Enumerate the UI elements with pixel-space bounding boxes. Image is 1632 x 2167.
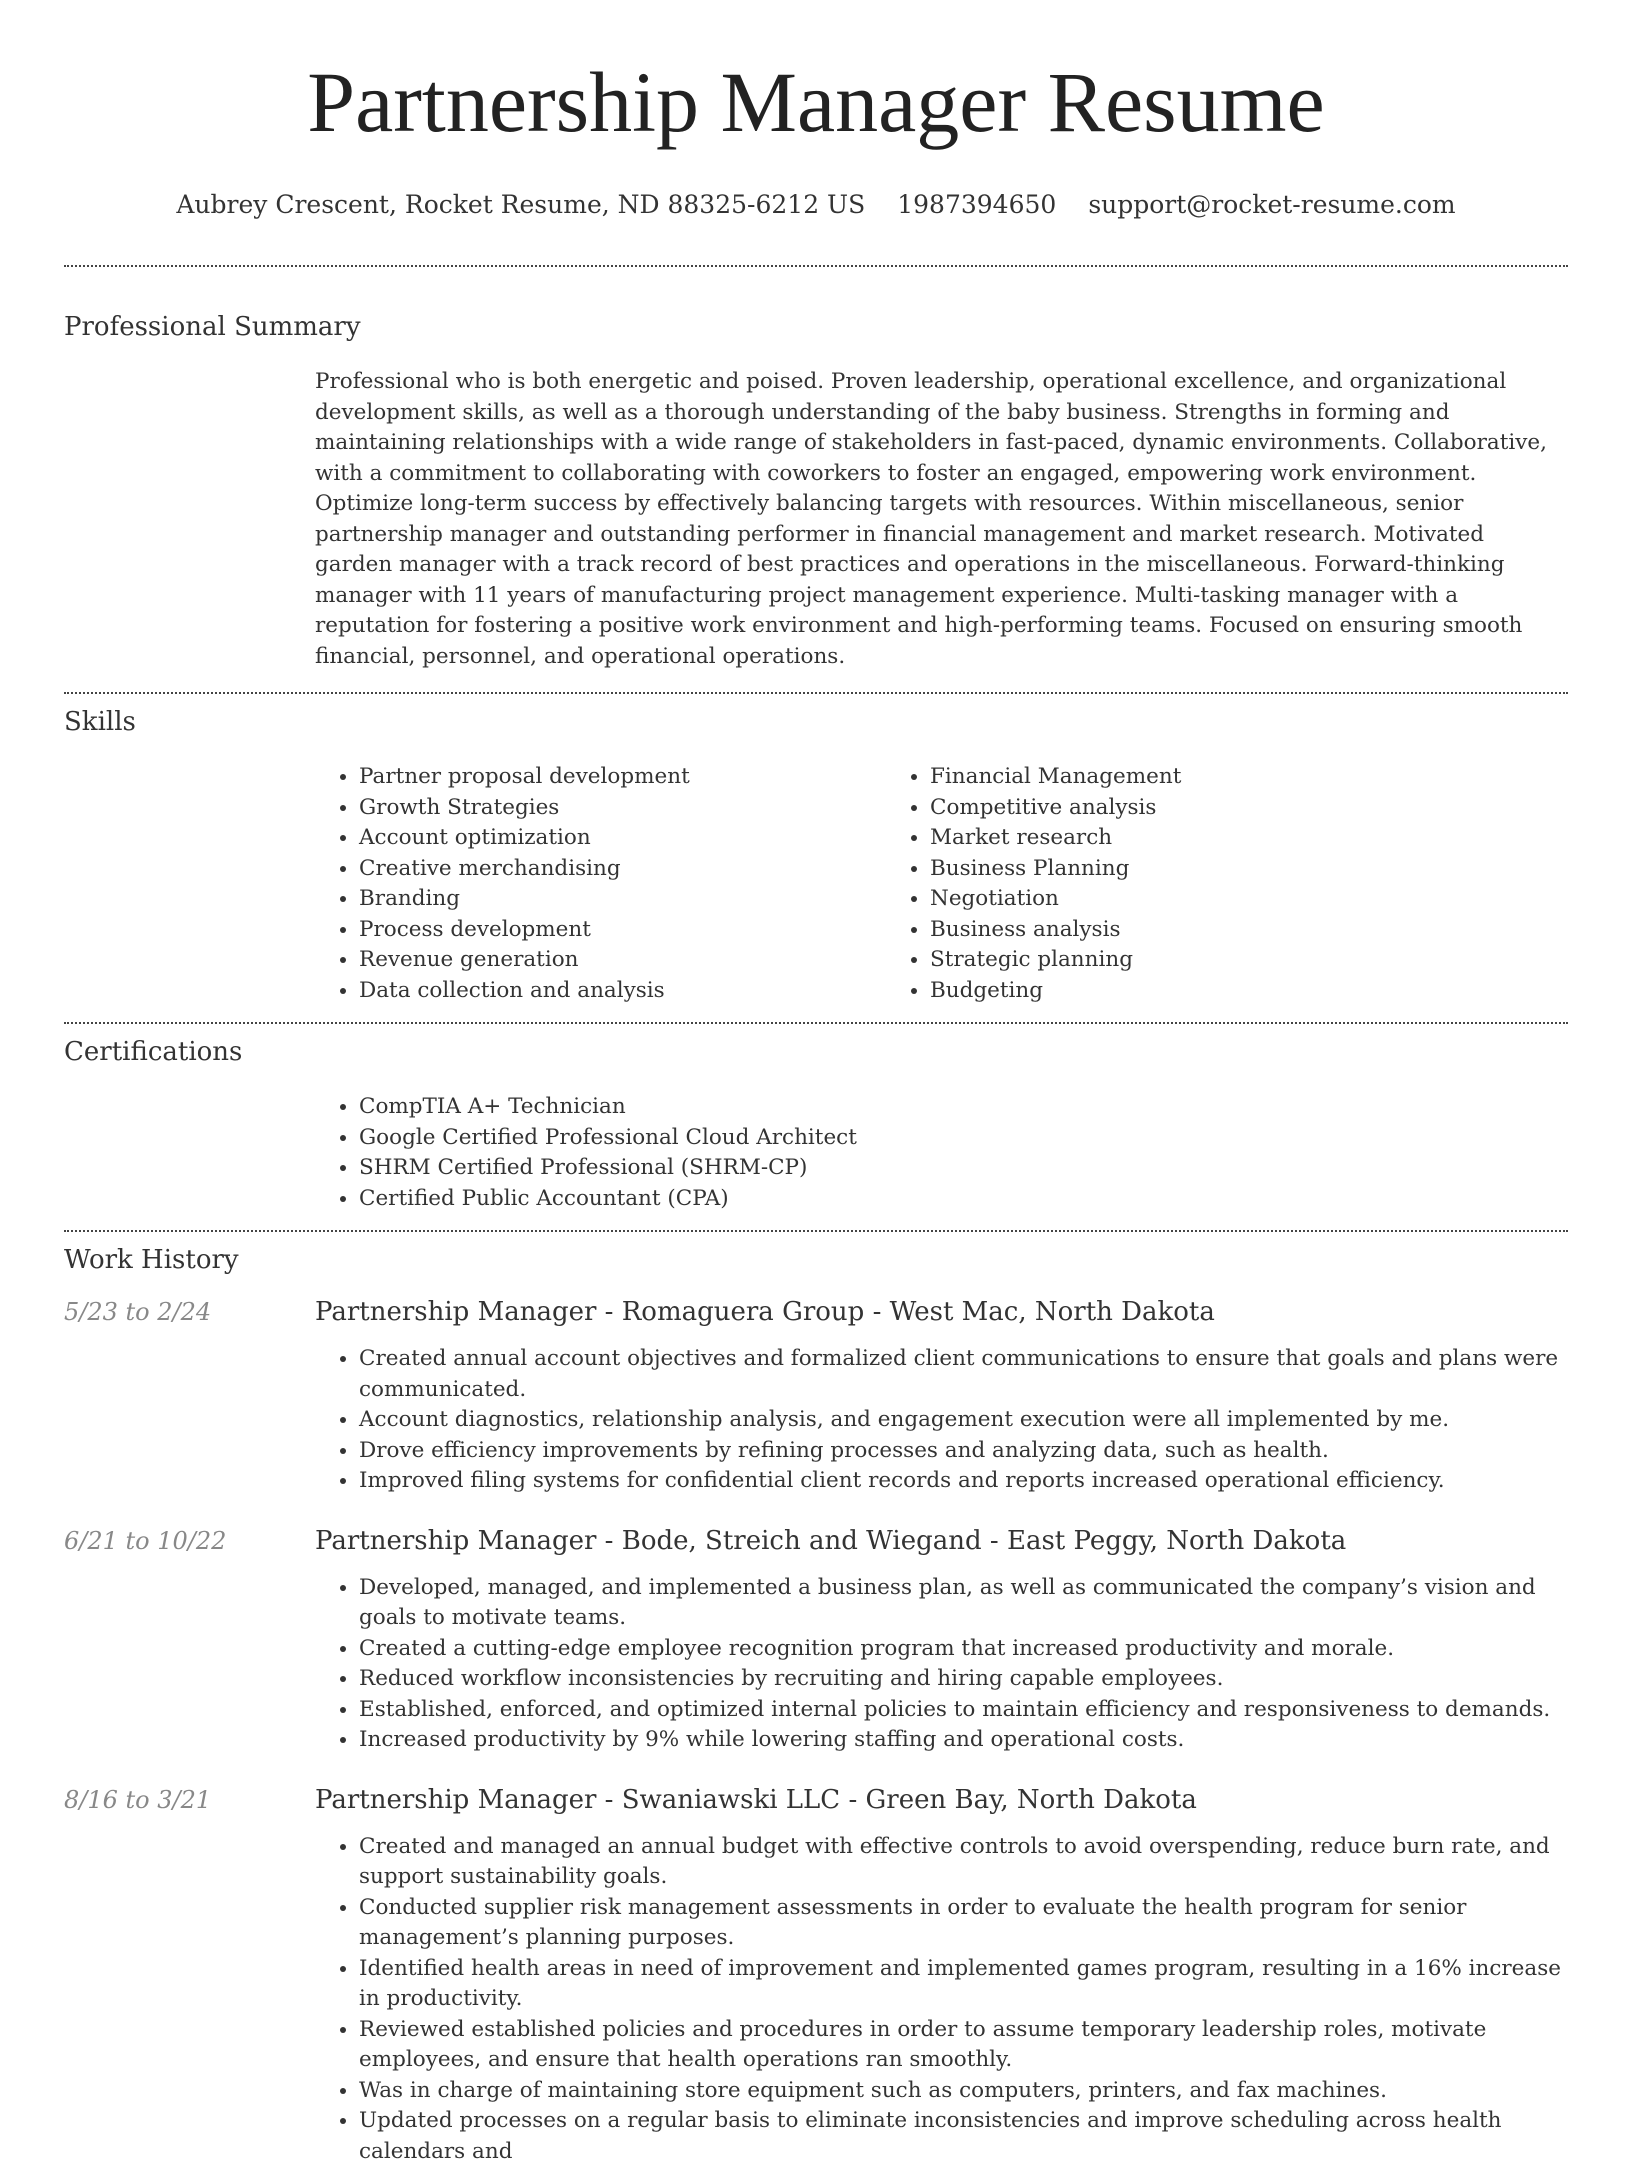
skill-item: • Partner proposal development bbox=[359, 762, 886, 793]
job-bullets bbox=[315, 1573, 1568, 1756]
address: Aubrey Crescent, Rocket Resume, ND 88325-6212 US bbox=[176, 190, 865, 220]
job-bullets bbox=[315, 1832, 1568, 2167]
job-title: Partnership Manager - Romaguera Group - West Mac, North Dakota bbox=[315, 1296, 1568, 1328]
certifications-list bbox=[315, 1092, 1568, 1214]
section-heading: Certifications bbox=[64, 1036, 1568, 1068]
skill-item: • Branding bbox=[359, 884, 886, 915]
job-bullet: • Identified health areas in need of improvement and implemented games program, resulting in a 16% increase in productivity. bbox=[359, 1954, 1568, 2015]
job-bullets bbox=[315, 1344, 1568, 1497]
resume-header bbox=[0, 0, 1632, 220]
skill-item: • Budgeting bbox=[930, 976, 1457, 1007]
job-bullet: • Was in charge of maintaining store equipment such as computers, printers, and fax machines. bbox=[359, 2076, 1568, 2107]
certifications-section bbox=[0, 1024, 1632, 1230]
job-bullet: • Account diagnostics, relationship analysis, and engagement execution were all implemented by me. bbox=[359, 1405, 1568, 1436]
certification-item: • CompTIA A+ Technician bbox=[359, 1092, 1568, 1123]
job-bullet: • Conducted supplier risk management assessments in order to evaluate the health program for senior management’s planning purposes. bbox=[359, 1893, 1568, 1954]
skill-item: • Data collection and analysis bbox=[359, 976, 886, 1007]
skill-item: • Negotiation bbox=[930, 884, 1457, 915]
skill-item: • Business analysis bbox=[930, 915, 1457, 946]
job-entry bbox=[64, 1525, 1568, 1756]
skill-item: • Creative merchandising bbox=[359, 854, 886, 885]
skills-list-right bbox=[886, 762, 1457, 1006]
job-title: Partnership Manager - Bode, Streich and Wiegand - East Peggy, North Dakota bbox=[315, 1525, 1568, 1557]
job-bullet: • Created and managed an annual budget with effective controls to avoid overspending, reduce burn rate, and support sustainability goals. bbox=[359, 1832, 1568, 1893]
section-heading: Skills bbox=[64, 706, 1568, 738]
skill-item: • Market research bbox=[930, 823, 1457, 854]
skill-item: • Growth Strategies bbox=[359, 793, 886, 824]
job-dates: 5/23 to 2/24 bbox=[64, 1296, 315, 1497]
section-heading: Professional Summary bbox=[64, 311, 1568, 343]
section-heading: Work History bbox=[64, 1244, 1568, 1276]
job-bullet: • Updated processes on a regular basis to eliminate inconsistencies and improve scheduling across health calendars and bbox=[359, 2106, 1568, 2167]
job-bullet: • Created annual account objectives and formalized client communications to ensure that goals and plans were communicated. bbox=[359, 1344, 1568, 1405]
job-bullet: • Reduced workflow inconsistencies by recruiting and hiring capable employees. bbox=[359, 1664, 1568, 1695]
skill-item: • Strategic planning bbox=[930, 945, 1457, 976]
job-entry bbox=[64, 1296, 1568, 1497]
job-bullet: • Created a cutting-edge employee recognition program that increased productivity and morale. bbox=[359, 1634, 1568, 1665]
skill-item: • Process development bbox=[359, 915, 886, 946]
skills-list-left bbox=[315, 762, 886, 1006]
job-entry bbox=[64, 1784, 1568, 2167]
certification-item: • Certified Public Accountant (CPA) bbox=[359, 1184, 1568, 1215]
summary-text: Professional who is both energetic and poised. Proven leadership, operational excellence, and organizational development skills, as well as a thorough understanding of the baby business. Strengths in forming and maintaining relationships with a wide range of stakeholders in fast-paced, dynamic environments. Collaborative, with a commitment to collaborating with coworkers to foster an engaged, empowering work environment. Optimize long-term success by effectively balancing targets with resources. Within miscellaneous, senior partnership manager and outstanding performer in financial management and market research. Motivated garden manager with a track record of best practices and operations in the miscellaneous. Forward-thinking manager with 11 years of manufacturing project management experience. Multi-tasking manager with a reputation for fostering a positive work environment and high-performing teams. Focused on ensuring smooth financial, personnel, and operational operations. bbox=[315, 367, 1568, 672]
job-bullet: • Developed, managed, and implemented a business plan, as well as communicated the company’s vision and goals to motivate teams. bbox=[359, 1573, 1568, 1634]
skills-section bbox=[0, 694, 1632, 1022]
phone: 1987394650 bbox=[897, 190, 1056, 220]
professional-summary-section bbox=[0, 267, 1632, 692]
job-bullet: • Drove efficiency improvements by refining processes and analyzing data, such as health. bbox=[359, 1436, 1568, 1467]
skill-item: • Account optimization bbox=[359, 823, 886, 854]
job-bullet: • Increased productivity by 9% while lowering staffing and operational costs. bbox=[359, 1725, 1568, 1756]
skill-item: • Revenue generation bbox=[359, 945, 886, 976]
job-bullet: • Improved filing systems for confidential client records and reports increased operational efficiency. bbox=[359, 1466, 1568, 1497]
skill-item: • Business Planning bbox=[930, 854, 1457, 885]
page-title: Partnership Manager Resume bbox=[0, 0, 1632, 152]
job-dates: 8/16 to 3/21 bbox=[64, 1784, 315, 2167]
contact-info bbox=[0, 190, 1632, 220]
email: support@rocket-resume.com bbox=[1088, 190, 1455, 220]
skill-item: • Competitive analysis bbox=[930, 793, 1457, 824]
job-title: Partnership Manager - Swaniawski LLC - Green Bay, North Dakota bbox=[315, 1784, 1568, 1816]
certification-item: • SHRM Certified Professional (SHRM-CP) bbox=[359, 1153, 1568, 1184]
skill-item: • Financial Management bbox=[930, 762, 1457, 793]
job-dates: 6/21 to 10/22 bbox=[64, 1525, 315, 1756]
job-bullet: • Reviewed established policies and procedures in order to assume temporary leadership roles, motivate employees, and ensure that health operations ran smoothly. bbox=[359, 2015, 1568, 2076]
certification-item: • Google Certified Professional Cloud Architect bbox=[359, 1123, 1568, 1154]
work-history-section bbox=[0, 1232, 1632, 2167]
job-bullet: • Established, enforced, and optimized internal policies to maintain efficiency and responsiveness to demands. bbox=[359, 1695, 1568, 1726]
